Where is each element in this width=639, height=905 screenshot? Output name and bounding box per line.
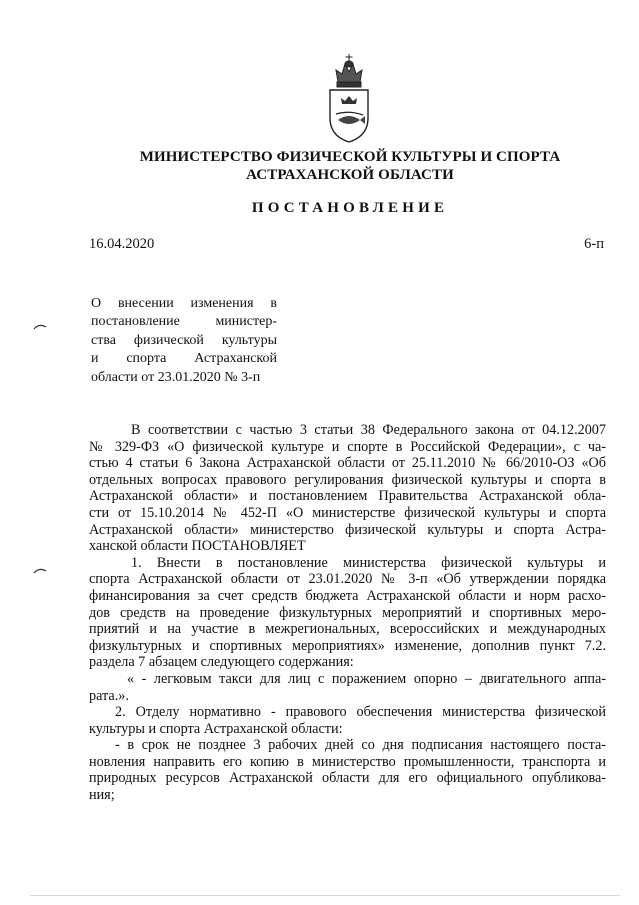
body-line: - в срок не позднее 3 рабочих дней со дня подписания настоящего поста- (115, 737, 606, 754)
document-type: ПОСТАНОВЛЕНИЕ (251, 200, 449, 216)
document-body (89, 422, 606, 804)
astrakhan-coat-of-arms-icon (318, 52, 380, 144)
scan-edge-line (30, 895, 620, 896)
body-line: Астраханской области» и постановлением Правительства Астраханской обла- (89, 488, 606, 505)
ministry-name-line-2: АСТРАХАНСКОЙ ОБЛАСТИ (246, 167, 454, 183)
body-line: природных ресурсов Астраханской области для его официального опубликова- (89, 770, 606, 787)
document-subject (91, 295, 277, 387)
body-line: 1. Внести в постановление министерства физической культуры и (131, 554, 606, 571)
scan-mark (33, 322, 47, 330)
subject-line: О внесении изменения в (91, 296, 277, 311)
document-number: 6-п (584, 236, 604, 252)
body-line: рата.». (89, 687, 129, 704)
scan-mark (33, 566, 47, 574)
body-line: спорта Астраханской области от 23.01.2020 № 3-п «Об утверждении порядка (89, 571, 606, 588)
document-date: 16.04.2020 (89, 236, 155, 252)
body-line: отдельных вопросах правового регулирования физической культуры и спорта в (89, 471, 606, 488)
body-line: приятий и на участие в межрегиональных, всероссийских и международных (89, 621, 606, 638)
ministry-name-line-1: МИНИСТЕРСТВО ФИЗИЧЕСКОЙ КУЛЬТУРЫ И СПОРТА (139, 149, 561, 165)
body-line: ханской области ПОСТАНОВЛЯЕТ (89, 538, 306, 555)
subject-line: и спорта Астраханской (91, 351, 277, 367)
body-line: раздела 7 абзацем следующего содержания: (89, 654, 354, 671)
body-line: дов средств на проведение физкультурных мероприятий и спортивных меро- (89, 604, 606, 621)
body-line: финансирования за счет средств бюджета Астраханской области и норм расхо- (89, 587, 606, 604)
body-line: сти от 15.10.2014 № 452-П «О министерстве физической культуры и спорта (89, 504, 606, 521)
body-line: 2. Отделу нормативно - правового обеспечения министерства физической (115, 704, 606, 721)
body-line: ния; (89, 787, 115, 804)
body-line: культуры и спорта Астраханской области: (89, 720, 343, 737)
body-line: новления направить его копию в министерство промышленности, транспорта и (89, 753, 606, 770)
body-line: « - легковым такси для лиц с поражением опорно – двигательного аппа- (127, 670, 606, 687)
subject-line: области от 23.01.2020 № 3-п (91, 369, 261, 385)
subject-line: постановление министер- (91, 314, 277, 330)
body-line: В соответствии с частью 3 статьи 38 Федерального закона от 04.12.2007 (131, 422, 606, 438)
body-line: стью 4 статьи 6 Закона Астраханской области от 25.11.2010 № 66/2010-ОЗ «Об (89, 455, 606, 472)
body-line: № 329-ФЗ «О физической культуре и спорте в Российской Федерации», с ча- (89, 438, 606, 455)
subject-line: ства физической культуры (91, 332, 277, 348)
body-line: Астраханской области» министерство физической культуры и спорта Астра- (89, 521, 606, 538)
body-line: физкультурных и спортивных мероприятиях» изменение, дополнив пункт 7.2. (89, 637, 606, 654)
